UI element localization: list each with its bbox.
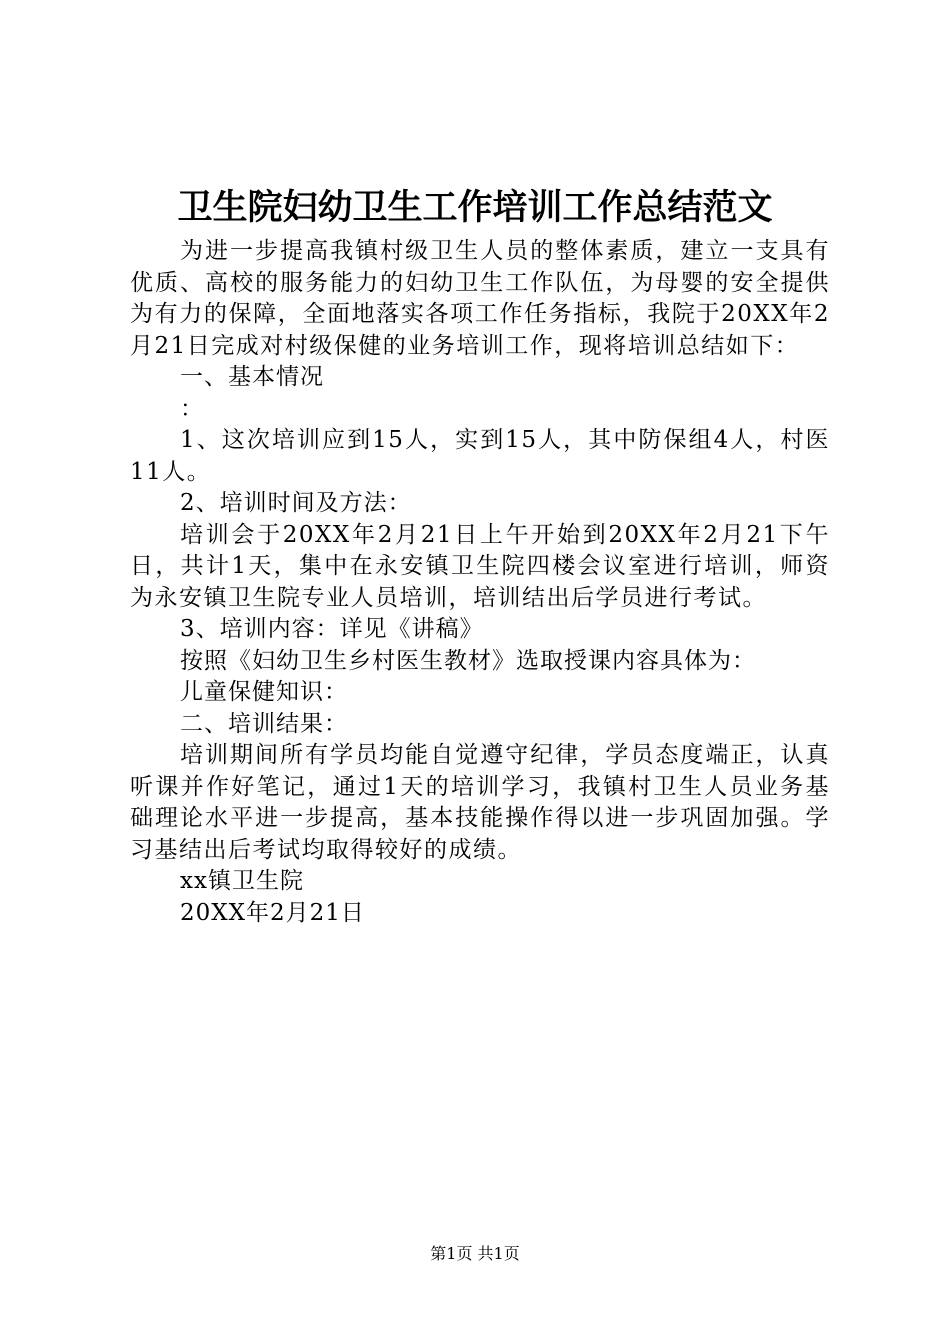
item-2-heading: 2、培训时间及方法：	[180, 490, 412, 516]
signature: xx镇卫生院	[180, 868, 304, 894]
document-body	[130, 236, 830, 929]
document-title: 卫生院妇幼卫生工作培训工作总结范文	[177, 187, 773, 228]
document-date: 20XX年2月21日	[180, 899, 365, 926]
colon-line: ：	[180, 395, 204, 422]
results-paragraph: 培训期间所有学员均能自觉遵守纪律，学员态度端正，认真听课并作好笔记，通过1天的培训学习，我镇村卫生人员业务基础理论水平进一步提高，基本技能操作得以进一步巩固加强。学习基结出后考试均取得较好的成绩。	[130, 742, 830, 863]
item-3-heading: 3、培训内容：详见《讲稿》	[180, 616, 484, 642]
item-1-paragraph: 1、这次培训应到15人，实到15人，其中防保组4人，村医11人。	[130, 427, 830, 485]
intro-paragraph: 为进一步提高我镇村级卫生人员的整体素质，建立一支具有优质、高校的服务能力的妇幼卫生工作队伍，为母婴的安全提供为有力的保障，全面地落实各项工作任务指标，我院于20XX年2月21日完成对村级保健的业务培训工作，现将培训总结如下：	[130, 238, 830, 359]
item-3-text: 按照《妇幼卫生乡村医生教材》选取授课内容具体为：	[180, 647, 756, 674]
item-3-sub: 儿童保健知识：	[180, 679, 348, 705]
section-2-heading: 二、培训结果：	[180, 710, 348, 737]
section-1-heading: 一、基本情况	[180, 364, 324, 390]
page-footer: 第1页 共1页	[430, 1244, 520, 1263]
item-2-paragraph: 培训会于20XX年2月21日上午开始到20XX年2月21下午日，共计1天，集中在永安镇卫生院四楼会议室进行培训，师资为永安镇卫生院专业人员培训，培训结出后学员进行考试。	[130, 521, 830, 611]
